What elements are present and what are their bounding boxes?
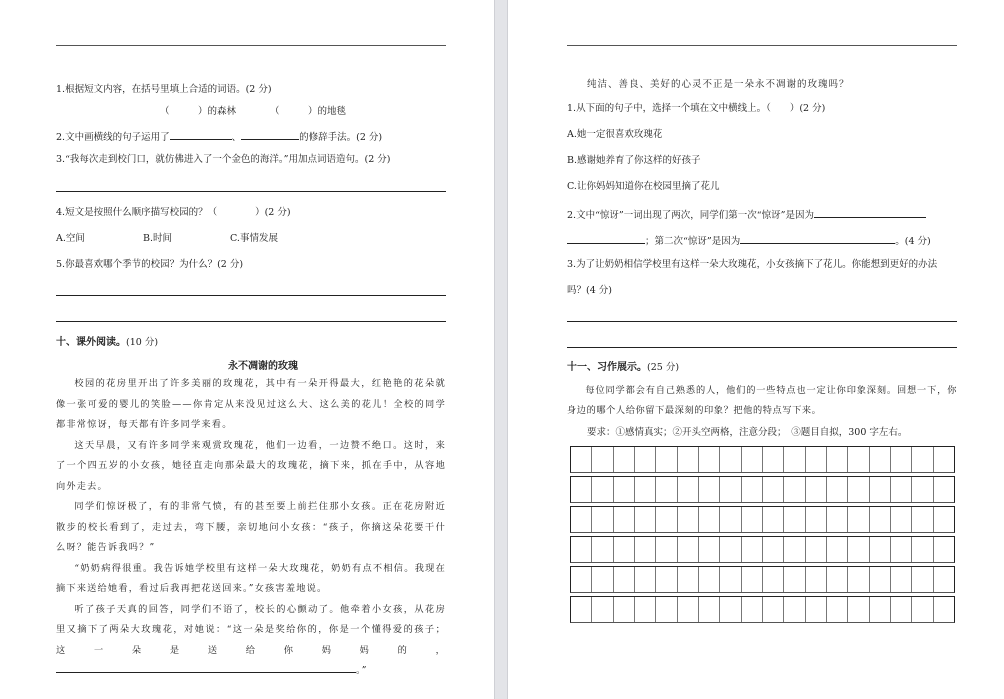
grid-cell[interactable]	[678, 597, 699, 622]
grid-cell[interactable]	[891, 447, 912, 472]
grid-cell[interactable]	[742, 447, 763, 472]
grid-cell[interactable]	[656, 537, 677, 562]
grid-cell[interactable]	[571, 537, 592, 562]
section-10-heading	[56, 337, 158, 349]
score-label: (25 分)	[647, 362, 680, 373]
answer-line[interactable]	[56, 321, 446, 322]
grid-cell[interactable]	[848, 507, 869, 532]
grid-cell[interactable]	[635, 477, 656, 502]
grid-cell[interactable]	[806, 477, 827, 502]
question-text: 2.文中“惊讶”一词出现了两次，同学们第一次“惊讶”是因为	[567, 210, 814, 221]
question-text: 2.文中画横线的句子运用了	[56, 132, 170, 143]
grid-cell[interactable]	[934, 597, 954, 622]
answer-line[interactable]	[56, 295, 446, 296]
question-r2-line1	[567, 207, 926, 222]
grid-cell[interactable]	[848, 477, 869, 502]
grid-cell[interactable]	[827, 597, 848, 622]
grid-cell[interactable]	[614, 567, 635, 592]
writing-grid[interactable]	[570, 446, 955, 623]
grid-cell[interactable]	[827, 507, 848, 532]
grid-cell[interactable]	[635, 597, 656, 622]
grid-cell[interactable]	[934, 447, 954, 472]
question-1	[56, 84, 272, 96]
section-label: 十一、习作展示。	[567, 362, 647, 373]
passage-conclusion: 纯洁、善良、美好的心灵不正是一朵永不凋谢的玫瑰吗？	[587, 79, 850, 90]
answer-blank[interactable]	[740, 233, 895, 244]
grid-cell[interactable]	[720, 507, 741, 532]
grid-cell[interactable]	[656, 567, 677, 592]
question-text: 3.“我每次走到校门口，就仿佛进入了一个金色的海洋。”用加点词语造句。	[56, 154, 365, 165]
grid-cell[interactable]	[614, 447, 635, 472]
grid-cell[interactable]	[806, 507, 827, 532]
grid-cell[interactable]	[635, 537, 656, 562]
option-b[interactable]: B.时间	[143, 233, 173, 244]
fill-in-carpet[interactable]: （ ）的地毯	[270, 106, 347, 117]
grid-cell[interactable]	[614, 537, 635, 562]
grid-cell[interactable]	[571, 477, 592, 502]
answer-blank[interactable]	[170, 129, 232, 140]
grid-cell[interactable]	[827, 567, 848, 592]
question-r1	[567, 103, 825, 115]
grid-cell[interactable]	[870, 477, 891, 502]
question-4	[56, 207, 291, 219]
grid-cell[interactable]	[784, 537, 805, 562]
grid-cell[interactable]	[656, 477, 677, 502]
paragraph-text: 听了孩子天真的回答，同学们不语了，校长的心颤动了。他牵着小女孩，从花房里又摘下了两朵大玫瑰花，对她说：“这一朵是奖给你的，你是一个懂得爱的孩子；这一朵是送给你妈妈的，	[56, 603, 446, 656]
grid-cell[interactable]	[614, 507, 635, 532]
grid-cell[interactable]	[699, 477, 720, 502]
question-r3-line2	[567, 285, 612, 297]
grid-cell[interactable]	[678, 447, 699, 472]
grid-cell[interactable]	[742, 507, 763, 532]
score-label: (2 分)	[364, 154, 391, 165]
writing-requirements: 要求：①感情真实；②开头空两格，注意分段； ③题目自拟，300 字左右。	[587, 427, 908, 438]
grid-cell[interactable]	[784, 567, 805, 592]
grid-cell[interactable]	[806, 567, 827, 592]
grid-cell[interactable]	[870, 537, 891, 562]
grid-cell[interactable]	[891, 537, 912, 562]
grid-cell[interactable]	[699, 447, 720, 472]
answer-line[interactable]	[567, 321, 957, 322]
grid-cell[interactable]	[912, 567, 933, 592]
score-label: (10 分)	[126, 337, 159, 348]
grid-cell[interactable]	[571, 507, 592, 532]
grid-cell[interactable]	[891, 597, 912, 622]
grid-cell[interactable]	[934, 567, 954, 592]
grid-cell[interactable]	[827, 537, 848, 562]
grid-cell[interactable]	[656, 597, 677, 622]
separator: 、	[231, 132, 242, 143]
grid-cell[interactable]	[827, 477, 848, 502]
grid-row	[570, 476, 955, 503]
grid-cell[interactable]	[870, 507, 891, 532]
grid-cell[interactable]	[614, 597, 635, 622]
grid-cell[interactable]	[592, 477, 613, 502]
grid-cell[interactable]	[720, 567, 741, 592]
question-r3-line1: 3.为了让奶奶相信学校里有这样一朵大玫瑰花，小女孩摘下了花儿。你能想到更好的办法	[567, 259, 938, 270]
grid-cell[interactable]	[827, 447, 848, 472]
grid-cell[interactable]	[635, 567, 656, 592]
grid-cell[interactable]	[592, 507, 613, 532]
grid-cell[interactable]	[699, 597, 720, 622]
fill-in-forest[interactable]: （ ）的森林	[160, 106, 237, 117]
grid-cell[interactable]	[699, 537, 720, 562]
question-text: ；第二次“惊讶”是因为	[645, 236, 741, 247]
answer-line[interactable]	[567, 347, 957, 348]
grid-cell[interactable]	[571, 447, 592, 472]
grid-cell[interactable]	[891, 477, 912, 502]
score-label: (2 分)	[799, 103, 826, 114]
grid-cell[interactable]	[934, 537, 954, 562]
grid-row	[570, 536, 955, 563]
grid-cell[interactable]	[763, 507, 784, 532]
header-rule	[56, 45, 446, 46]
grid-cell[interactable]	[720, 447, 741, 472]
grid-cell[interactable]	[720, 597, 741, 622]
score-label: (2 分)	[217, 259, 244, 270]
grid-cell[interactable]	[635, 507, 656, 532]
paragraph: “奶奶病得很重。我告诉她学校里有这样一朵大玫瑰花，奶奶有点不相信。我现在摘下来送给她看，看过后我再把花送回来。”女孩害羞地说。	[56, 562, 446, 594]
grid-cell[interactable]	[699, 507, 720, 532]
grid-cell[interactable]	[912, 507, 933, 532]
option-b[interactable]: B.感谢她养育了你这样的好孩子	[567, 155, 701, 166]
score-label: (2 分)	[356, 132, 383, 143]
grid-cell[interactable]	[699, 567, 720, 592]
option-a[interactable]: A.她一定很喜欢玫瑰花	[567, 129, 663, 140]
grid-cell[interactable]	[742, 597, 763, 622]
question-r2-line2	[567, 233, 931, 248]
grid-cell[interactable]	[763, 447, 784, 472]
grid-cell[interactable]	[742, 567, 763, 592]
score-label: (4 分)	[586, 285, 612, 296]
grid-cell[interactable]	[806, 447, 827, 472]
question-text: 5.你最喜欢哪个季节的校园？为什么？	[56, 259, 218, 270]
grid-cell[interactable]	[912, 477, 933, 502]
question-text: 1.从下面的句子中，选择一个填在文中横线上。（ ）	[567, 103, 800, 114]
question-text: 1.根据短文内容，在括号里填上合适的词语。	[56, 84, 246, 95]
grid-cell[interactable]	[720, 537, 741, 562]
paragraph-last	[56, 600, 446, 682]
grid-cell[interactable]	[806, 597, 827, 622]
grid-cell[interactable]	[891, 507, 912, 532]
grid-cell[interactable]	[912, 537, 933, 562]
grid-cell[interactable]	[870, 597, 891, 622]
grid-row	[570, 596, 955, 623]
grid-cell[interactable]	[720, 477, 741, 502]
grid-cell[interactable]	[848, 537, 869, 562]
page-gutter	[494, 0, 508, 699]
score-label: (4 分)	[904, 236, 931, 247]
writing-prompt: 每位同学都会有自己熟悉的人，他们的一些特点也一定让你印象深刻。回想一下，你身边的哪个人给你留下最深刻的印象？把他的特点写下来。	[567, 385, 957, 416]
answer-blank[interactable]	[567, 233, 645, 244]
question-text: 4.短文是按照什么顺序描写校园的？（ ）	[56, 207, 265, 218]
answer-blank[interactable]	[56, 662, 356, 673]
grid-cell[interactable]	[784, 447, 805, 472]
grid-cell[interactable]	[763, 477, 784, 502]
question-2	[56, 129, 382, 144]
grid-cell[interactable]	[934, 477, 954, 502]
grid-cell[interactable]	[891, 567, 912, 592]
question-text: 的修辞手法。	[299, 132, 357, 143]
paragraph: 校园的花房里开出了许多美丽的玫瑰花，其中有一朵开得最大，红艳艳的花朵就像一张可爱的婴儿的笑脸——你肯定从来没见过这么大、这么美的花儿！全校的同学都非常惊讶，每天都有许多同学来看。	[56, 378, 446, 430]
grid-row	[570, 506, 955, 533]
grid-cell[interactable]	[806, 537, 827, 562]
score-label: (2 分)	[245, 84, 272, 95]
grid-row	[570, 446, 955, 473]
option-c[interactable]: C.事情发展	[230, 233, 278, 244]
grid-row	[570, 566, 955, 593]
grid-cell[interactable]	[592, 447, 613, 472]
grid-cell[interactable]	[635, 447, 656, 472]
question-text: 吗？	[567, 285, 587, 296]
grid-cell[interactable]	[742, 477, 763, 502]
grid-cell[interactable]	[763, 537, 784, 562]
grid-cell[interactable]	[848, 597, 869, 622]
grid-cell[interactable]	[912, 597, 933, 622]
grid-cell[interactable]	[934, 507, 954, 532]
grid-cell[interactable]	[571, 597, 592, 622]
grid-cell[interactable]	[571, 567, 592, 592]
grid-cell[interactable]	[870, 447, 891, 472]
section-label: 十、课外阅读。	[56, 337, 126, 348]
punctuation: 。	[895, 236, 905, 247]
grid-cell[interactable]	[848, 447, 869, 472]
header-rule	[567, 45, 957, 46]
grid-cell[interactable]	[784, 477, 805, 502]
grid-cell[interactable]	[678, 537, 699, 562]
grid-cell[interactable]	[592, 567, 613, 592]
option-a[interactable]: A.空间	[56, 233, 85, 244]
question-5	[56, 259, 243, 271]
reading-passage	[56, 374, 446, 682]
answer-blank[interactable]	[241, 129, 299, 140]
grid-cell[interactable]	[678, 567, 699, 592]
grid-cell[interactable]	[592, 537, 613, 562]
grid-cell[interactable]	[784, 597, 805, 622]
grid-cell[interactable]	[912, 447, 933, 472]
option-c[interactable]: C.让你妈妈知道你在校园里摘了花儿	[567, 181, 720, 192]
question-3	[56, 154, 391, 166]
grid-cell[interactable]	[592, 597, 613, 622]
grid-cell[interactable]	[656, 507, 677, 532]
paragraph: 同学们惊讶极了，有的非常气愤，有的甚至要上前拦住那小女孩。正在花房附近散步的校长看到了，走过去，弯下腰，亲切地问小女孩：“孩子，你摘这朵花要干什么呀？能告诉我吗？”	[56, 501, 446, 553]
grid-cell[interactable]	[742, 537, 763, 562]
score-label: (2 分)	[264, 207, 291, 218]
paragraph: 这天早晨，又有许多同学来观赏玫瑰花，他们一边看，一边赞不绝口。这时，来了一个四五岁的小女孩，她径直走向那朵最大的玫瑰花，摘下来，抓在手中，从容地向外走去。	[56, 439, 446, 492]
section-11-heading	[567, 362, 679, 374]
grid-cell[interactable]	[848, 567, 869, 592]
grid-cell[interactable]	[763, 597, 784, 622]
grid-cell[interactable]	[784, 507, 805, 532]
passage-title: 永不凋谢的玫瑰	[228, 361, 298, 372]
grid-cell[interactable]	[656, 447, 677, 472]
grid-cell[interactable]	[678, 507, 699, 532]
answer-line[interactable]	[56, 191, 446, 192]
grid-cell[interactable]	[763, 567, 784, 592]
answer-blank[interactable]	[814, 207, 926, 218]
grid-cell[interactable]	[870, 567, 891, 592]
closing-quote: 。”	[356, 665, 368, 676]
grid-cell[interactable]	[614, 477, 635, 502]
grid-cell[interactable]	[678, 477, 699, 502]
